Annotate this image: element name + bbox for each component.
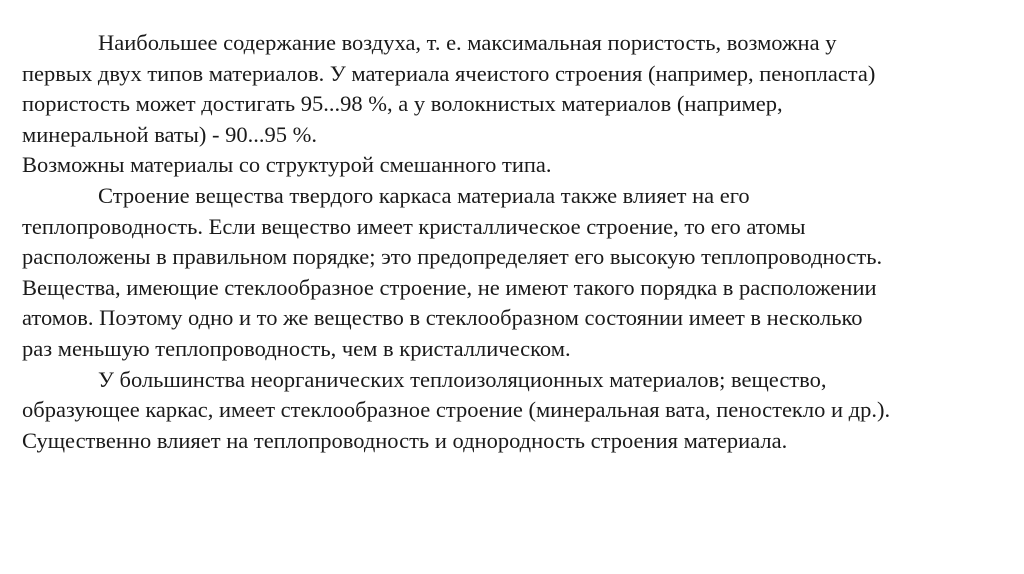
text-line: расположены в правильном порядке; это предопределяет его высокую теплопроводность.	[22, 244, 883, 270]
text-line: атомов. Поэтому одно и то же вещество в стеклообразном состоянии имеет в несколько	[22, 305, 863, 331]
text-line: образующее каркас, имеет стеклообразное строение (минеральная вата, пеностекло и др.).	[22, 397, 891, 423]
text-line: раз меньшую теплопроводность, чем в кристаллическом.	[22, 335, 571, 361]
text-line: Существенно влияет на теплопроводность и однородность строения материала.	[22, 427, 788, 453]
text-line: Вещества, имеющие стеклообразное строение, не имеют такого порядка в расположении	[22, 274, 877, 300]
text-line: У большинства неорганических теплоизоляционных материалов; вещество,	[98, 366, 827, 392]
text-line: минеральной ваты) - 90...95 %.	[22, 121, 317, 147]
text-line: пористость может достигать 95...98 %, а у волокнистых материалов (например,	[22, 91, 783, 117]
text-line: Возможны материалы со структурой смешанного типа.	[22, 152, 552, 178]
body-text	[22, 28, 1012, 456]
text-line: Строение вещества твердого каркаса материала также влияет на его	[98, 182, 750, 208]
text-line: первых двух типов материалов. У материала ячеистого строения (например, пенопласта)	[22, 60, 876, 86]
text-line: теплопроводность. Если вещество имеет кристаллическое строение, то его атомы	[22, 213, 806, 239]
text-line: Наибольшее содержание воздуха, т. е. максимальная пористость, возможна у	[98, 30, 837, 55]
